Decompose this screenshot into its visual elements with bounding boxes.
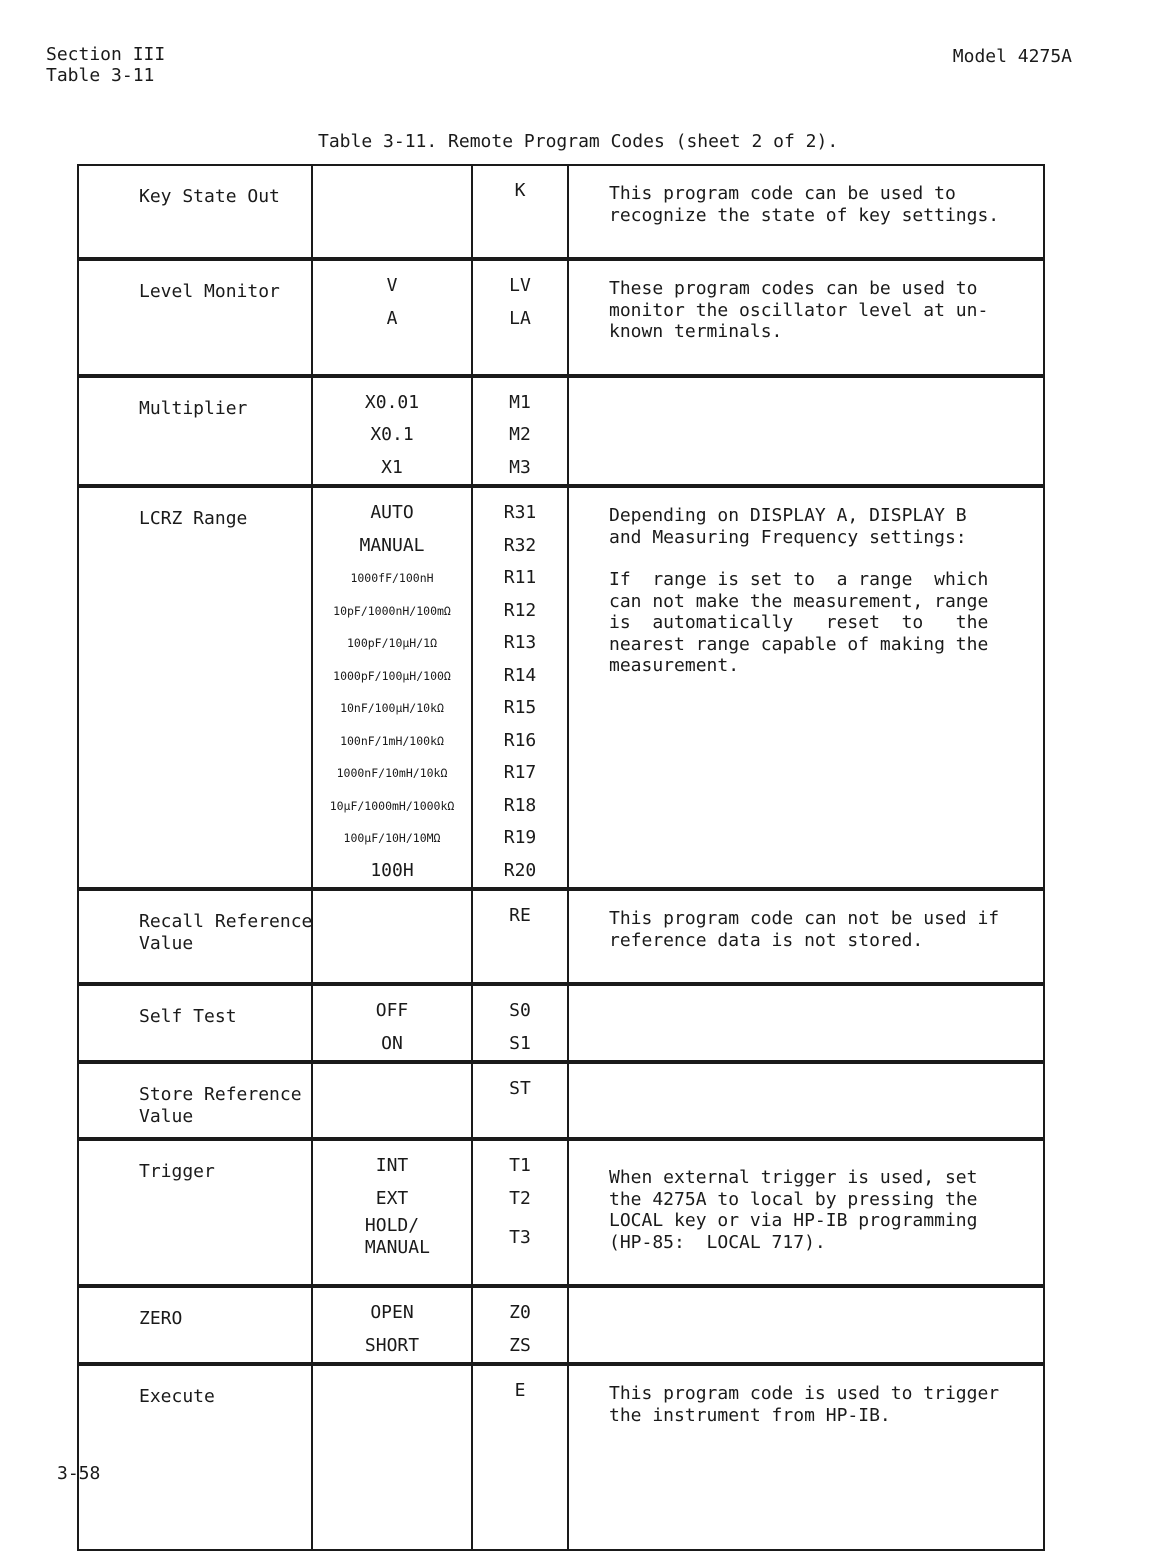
description-cell xyxy=(568,1286,1044,1364)
program-code: E xyxy=(514,1380,526,1401)
program-code: R31 xyxy=(503,502,537,523)
setting-value: HOLD/ MANUAL xyxy=(364,1215,430,1258)
setting-value: INT xyxy=(375,1155,409,1176)
program-code: T2 xyxy=(509,1187,531,1209)
function-name: ZERO xyxy=(139,1308,183,1329)
table-row xyxy=(78,165,1044,259)
setting-value: 1000pF/100μH/100Ω xyxy=(333,668,451,683)
program-code-cell xyxy=(472,1062,568,1139)
description-cell xyxy=(568,1139,1044,1286)
program-code: R17 xyxy=(503,762,537,783)
setting-cell xyxy=(312,376,472,487)
program-code-cell xyxy=(472,1139,568,1286)
setting-cell xyxy=(312,259,472,376)
description-text: When external trigger is used, set the 4275A to local by pressing the LOCAL key or via HP-IB programming (HP-85: LOCAL 717). xyxy=(609,1167,978,1253)
program-code-cell xyxy=(472,1364,568,1550)
function-cell xyxy=(78,259,312,376)
setting-value: 100μF/10H/10MΩ xyxy=(343,831,441,845)
description-cell xyxy=(568,1062,1044,1139)
program-code-cell xyxy=(472,376,568,487)
section-label: Section III xyxy=(46,44,166,65)
program-code: R12 xyxy=(503,599,537,621)
function-cell xyxy=(78,376,312,487)
function-name: Recall Reference Value xyxy=(139,911,313,954)
setting-value: 100H xyxy=(370,859,414,881)
program-code: LA xyxy=(509,307,531,329)
description-text: This program code can not be used if reference data is not stored. xyxy=(609,908,1000,951)
table-caption: Table 3-11. Remote Program Codes (sheet 2 of 2). xyxy=(318,131,839,152)
setting-cell xyxy=(312,1139,472,1286)
program-code: S1 xyxy=(509,1032,531,1054)
function-cell xyxy=(78,889,312,984)
table-row xyxy=(78,486,1044,889)
setting-value: 1000fF/100nH xyxy=(350,571,434,585)
program-code: R32 xyxy=(503,534,537,556)
function-cell xyxy=(78,1286,312,1364)
program-code: RE xyxy=(509,905,531,926)
function-name: Store Reference Value xyxy=(139,1084,302,1127)
setting-cell xyxy=(312,984,472,1062)
setting-value: 1000nF/10mH/10kΩ xyxy=(336,766,448,780)
setting-value: MANUAL xyxy=(359,534,425,556)
program-code: R19 xyxy=(503,827,537,848)
program-code: R11 xyxy=(503,567,537,588)
program-code: K xyxy=(514,180,526,201)
table-row xyxy=(78,1139,1044,1286)
program-code-cell xyxy=(472,165,568,259)
remote-program-codes-table xyxy=(77,164,1045,1551)
description-text: This program code can be used to recognize the state of key settings. xyxy=(609,183,1000,226)
table-row xyxy=(78,1062,1044,1139)
program-code: T1 xyxy=(509,1155,531,1176)
description-text: This program code is used to trigger the instrument from HP-IB. xyxy=(609,1383,1000,1426)
setting-value: 10pF/1000nH/100mΩ xyxy=(333,603,451,618)
program-code: R16 xyxy=(503,729,537,751)
program-code: ST xyxy=(509,1078,531,1099)
description-cell xyxy=(568,165,1044,259)
setting-value: 100nF/1mH/100kΩ xyxy=(340,733,444,748)
setting-value: V xyxy=(386,275,398,296)
function-cell xyxy=(78,486,312,889)
table-reference: Table 3-11 xyxy=(46,65,155,86)
function-cell xyxy=(78,1364,312,1550)
description-text: These program codes can be used to monitor the oscillator level at un- known terminals. xyxy=(609,278,989,342)
function-name: Multiplier xyxy=(139,397,248,419)
description-cell xyxy=(568,376,1044,487)
program-code: M3 xyxy=(509,456,531,478)
program-code: ZS xyxy=(509,1334,531,1356)
program-code: R13 xyxy=(503,632,537,653)
program-code-cell xyxy=(472,889,568,984)
setting-value: X1 xyxy=(381,456,403,478)
setting-cell xyxy=(312,1364,472,1550)
setting-value: X0.01 xyxy=(364,391,420,413)
setting-value: AUTO xyxy=(370,502,414,523)
setting-value: 100pF/10μH/1Ω xyxy=(346,636,437,650)
program-code-cell xyxy=(472,984,568,1062)
setting-value: OFF xyxy=(375,1000,409,1021)
table-row xyxy=(78,1286,1044,1364)
program-code-cell xyxy=(472,259,568,376)
description-text: Depending on DISPLAY A, DISPLAY B and Measuring Frequency settings: xyxy=(609,505,967,548)
setting-value: ON xyxy=(381,1032,403,1054)
description-cell xyxy=(568,984,1044,1062)
program-code-cell xyxy=(472,486,568,889)
description-cell xyxy=(568,889,1044,984)
program-code-cell xyxy=(472,1286,568,1364)
setting-cell xyxy=(312,165,472,259)
function-name: Execute xyxy=(139,1386,215,1407)
program-code: R15 xyxy=(503,697,537,718)
description-cell xyxy=(568,259,1044,376)
table-row xyxy=(78,376,1044,487)
setting-value: OPEN xyxy=(370,1302,414,1323)
table-row xyxy=(78,259,1044,376)
program-code: M1 xyxy=(509,391,531,413)
description-cell xyxy=(568,486,1044,889)
table-row xyxy=(78,889,1044,984)
setting-value: SHORT xyxy=(364,1334,420,1356)
function-name: Key State Out xyxy=(139,186,280,207)
function-name: Trigger xyxy=(139,1161,215,1182)
description-text: If range is set to a range which can not make the measurement, range is automatically reset to the nearest range capable of making the measurement. xyxy=(609,569,989,676)
function-name: Self Test xyxy=(139,1006,237,1027)
setting-cell xyxy=(312,1062,472,1139)
program-code: LV xyxy=(509,275,531,296)
function-name: Level Monitor xyxy=(139,281,280,302)
program-code: Z0 xyxy=(509,1302,531,1323)
setting-value: X0.1 xyxy=(370,424,414,445)
function-cell xyxy=(78,165,312,259)
setting-value: 10μF/1000mH/1000kΩ xyxy=(329,798,455,813)
setting-cell xyxy=(312,1286,472,1364)
program-code: T3 xyxy=(509,1227,531,1248)
setting-cell xyxy=(312,889,472,984)
program-code: S0 xyxy=(509,1000,531,1021)
function-cell xyxy=(78,1139,312,1286)
description-cell xyxy=(568,1364,1044,1550)
table-row xyxy=(78,984,1044,1062)
function-cell xyxy=(78,1062,312,1139)
program-code: R20 xyxy=(503,859,537,881)
setting-value: EXT xyxy=(375,1187,409,1209)
setting-value: A xyxy=(386,307,398,329)
page-number: 3-58 xyxy=(57,1463,101,1484)
function-name: LCRZ Range xyxy=(139,508,248,529)
table-row xyxy=(78,1364,1044,1550)
program-code: R14 xyxy=(503,664,537,686)
setting-cell xyxy=(312,486,472,889)
setting-value: 10nF/100μH/10kΩ xyxy=(340,701,444,715)
program-code: R18 xyxy=(503,794,537,816)
function-cell xyxy=(78,984,312,1062)
program-code: M2 xyxy=(509,424,531,445)
model-label: Model 4275A xyxy=(952,46,1072,67)
